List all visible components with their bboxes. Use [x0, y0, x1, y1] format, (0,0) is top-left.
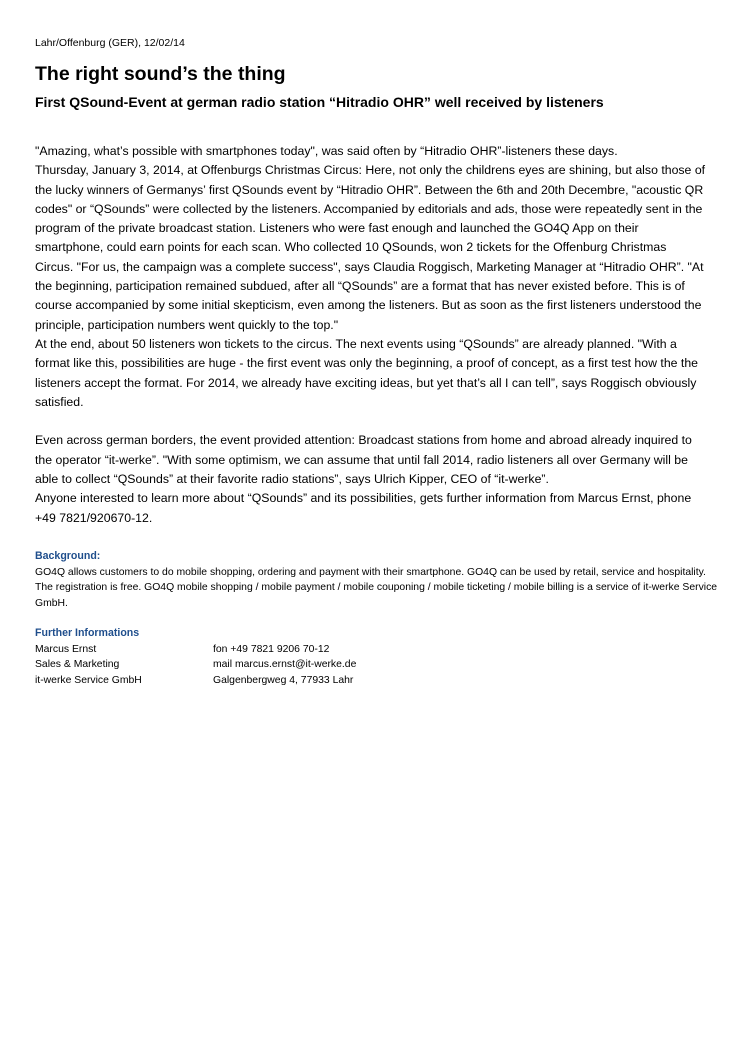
paragraph-borders: Even across german borders, the event provided attention: Broadcast stations from home and abroad already inquired to the operator “it-werke”. "With some optimism, we can assume that until fall 2014, radio listeners all over Germany will be able to collect “QSounds” at their favorite radio stations”, says Ulrich Kipper, CEO of “it-werke”.: [35, 433, 692, 487]
article-body: [35, 142, 707, 528]
paragraph-contact-info: Anyone interested to learn more about “QSounds” and its possibilities, gets further information from Marcus Ernst, phone +49 7821/920670-12.: [35, 491, 692, 525]
contact-row: [35, 673, 356, 689]
contact-heading: Further Informations: [35, 627, 140, 639]
contact-row: [35, 642, 356, 658]
background-text: GO4Q allows customers to do mobile shopping, ordering and payment with their smartphone. GO4Q can be used by retail, service and hospitality. The registration is free. GO4Q mobile shopping / mobile payment / mobile couponing / mobile ticketing / mobile billing is a service of it-werke Service GmbH.: [35, 566, 718, 609]
background-heading: Background:: [35, 550, 101, 562]
contact-company: it-werke Service GmbH: [35, 674, 142, 686]
dateline: Lahr/Offenburg (GER), 12/02/14: [35, 37, 185, 49]
page-title: The right sound’s the thing: [35, 63, 286, 85]
background-section: [35, 549, 721, 611]
paragraph-circus-event: Thursday, January 3, 2014, at Offenburgs Christmas Circus: Here, not only the childrens eyes are shining, but also those of the lucky winners of Germanys’ first QSounds event by “Hitradio OHR”. Between the 6th and 20th Decembre, "acoustic QR codes" or “QSounds” were collected by the listeners. Accompanied by editorials and ads, those were repeatedly sent in the program of the private broadcast station. Listeners who were fast enough and launched the GO4Q App on their smartphone, could earn points for each scan. Who collected 10 QSounds, won 2 tickets for the Offenburg Christmas Circus. "For us, the campaign was a complete success", says Claudia Roggisch, Marketing Manager at “Hitradio OHR”. "At the beginning, participation remained subdued, after all “QSounds” are a format that has never existed before. This is of course accompanied by some initial skepticism, even among the listeners. But as soon as the first listeners understood the principle, participation numbers went quickly to the top.": [35, 163, 706, 332]
contact-row: [35, 657, 356, 673]
contact-department: Sales & Marketing: [35, 659, 120, 670]
contact-address: Galgenbergweg 4, 77933 Lahr: [213, 674, 354, 686]
page-subtitle: First QSound-Event at german radio station “Hitradio OHR” well received by listeners: [35, 94, 604, 110]
paragraph-intro: "Amazing, what’s possible with smartphones today", was said often by “Hitradio OHR”-listeners these days.: [35, 144, 618, 158]
contact-phone: fon +49 7821 9206 70-12: [213, 643, 330, 655]
contact-section: [35, 626, 356, 688]
paragraph-results: At the end, about 50 listeners won tickets to the circus. The next events using “QSounds” are already planned. "With a format like this, possibilities are huge - the first event was only the beginning, a proof of concept, as a first test how the the listeners accept the format. For 2014, we already have exciting ideas, but yet that’s all I can tell”, says Roggisch obviously satisfied.: [35, 336, 699, 409]
contact-email: mail marcus.ernst@it-werke.de: [213, 659, 357, 670]
contact-name: Marcus Ernst: [35, 643, 97, 655]
